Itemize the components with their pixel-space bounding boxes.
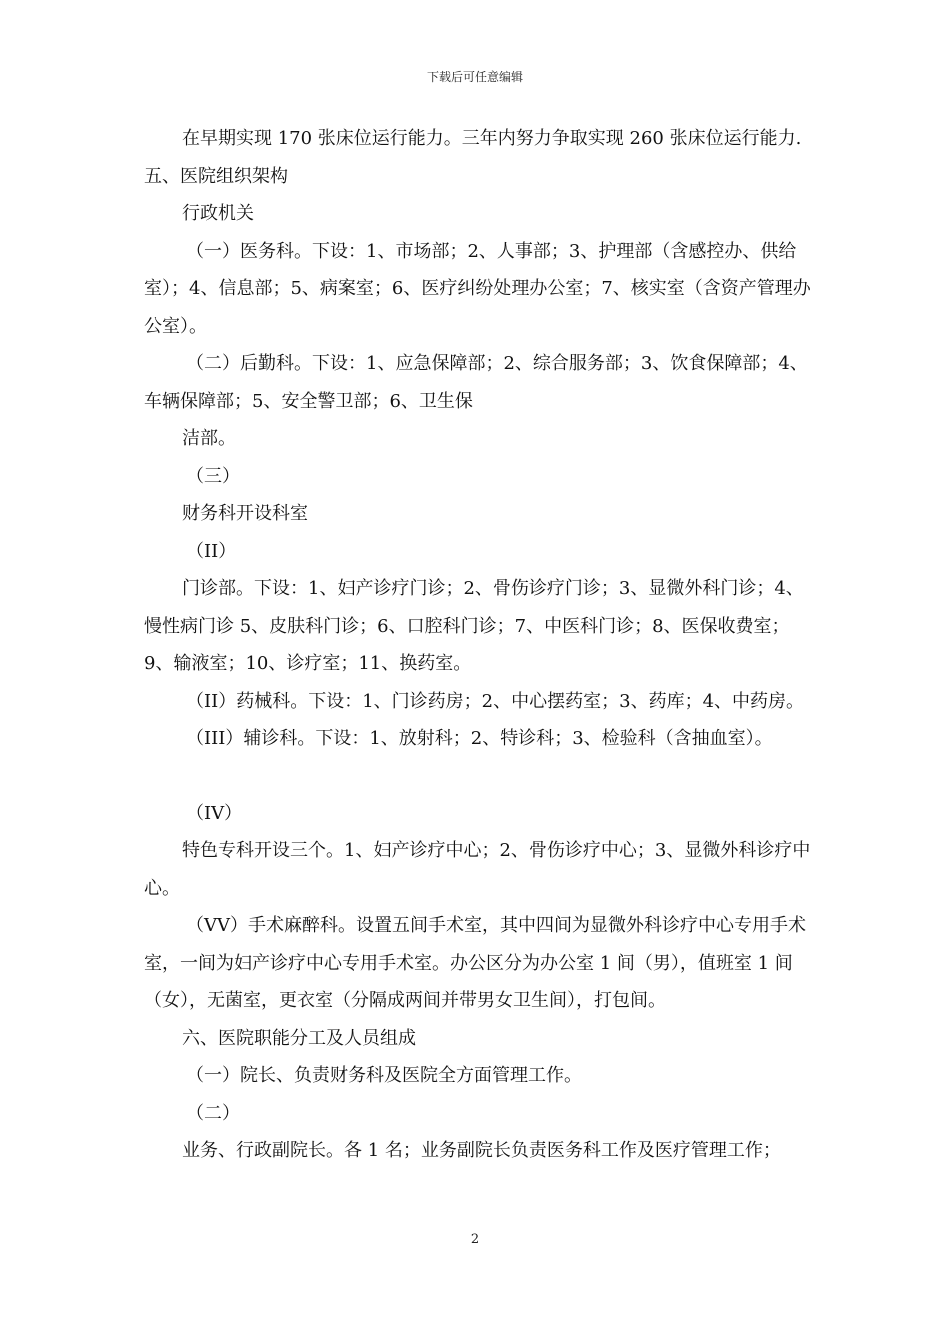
page-header: 下载后可任意编辑	[426, 70, 523, 84]
paragraph-surgery: （VV）手术麻醉科。设置五间手术室，其中四间为显微外科诊疗中心专用手术室，一间为妇产诊疗中心专用手术室。办公区分为办公室 1 间（男），值班室 1 间（女），无菌室，更衣室（分隔成两间并带男女卫生间），打包间。	[144, 915, 806, 1011]
section-marker-2: （二）	[186, 1102, 240, 1124]
section-marker-3: （三）	[186, 465, 240, 487]
heading-finance-departments: 财务科开设科室	[182, 503, 308, 524]
paragraph-specialty: 特色专科开设三个。1、妇产诊疗中心；2、骨伤诊疗中心；3、显微外科诊疗中心。	[144, 840, 811, 899]
document-body	[144, 120, 816, 1170]
paragraph-pharmacy: （II）药械科。下设：1、门诊药房；2、中心摆药室；3、药库；4、中药房。	[186, 690, 805, 712]
heading-section-six: 六、医院职能分工及人员组成	[182, 1027, 416, 1049]
page-number: 2	[470, 1232, 480, 1247]
paragraph-logistics-dept: （二）后勤科。下设：1、应急保障部；2、综合服务部；3、饮食保障部；4、车辆保障部；5、安全警卫部；6、卫生保	[144, 353, 808, 412]
paragraph-medical-dept: （一）医务科。下设：1、市场部；2、人事部；3、护理部（含感控办、供给室）；4、信息部；5、病案室；6、医疗纠纷处理办公室；7、核实室（含资产管理办公室）。	[144, 240, 811, 337]
blank-line	[144, 758, 816, 795]
section-marker-iv: （IV）	[186, 802, 243, 824]
paragraph-bed-capacity: 在早期实现 170 张床位运行能力。三年内努力争取实现 260 张床位运行能力.五、医院组织架构	[144, 128, 802, 187]
paragraph-vice-presidents: 业务、行政副院长。各 1 名；业务副院长负责医务科工作及医疗管理工作；	[182, 1140, 781, 1161]
paragraph-logistics-cont: 洁部。	[182, 428, 236, 449]
paragraph-auxiliary: （III）辅诊科。下设：1、放射科；2、特诊科；3、检验科（含抽血室）。	[186, 728, 773, 749]
paragraph-president: （一）院长、负责财务科及医院全方面管理工作。	[186, 1065, 582, 1086]
paragraph-outpatient: 门诊部。下设：1、妇产诊疗门诊；2、骨伤诊疗门诊；3、显微外科门诊；4、慢性病门诊 5、皮肤科门诊；6、口腔科门诊；7、中医科门诊；8、医保收费室；9、输液室；10、诊疗室；11、换药室。	[144, 578, 804, 674]
section-marker-ii: （II）	[186, 540, 237, 562]
heading-administrative: 行政机关	[182, 203, 254, 224]
